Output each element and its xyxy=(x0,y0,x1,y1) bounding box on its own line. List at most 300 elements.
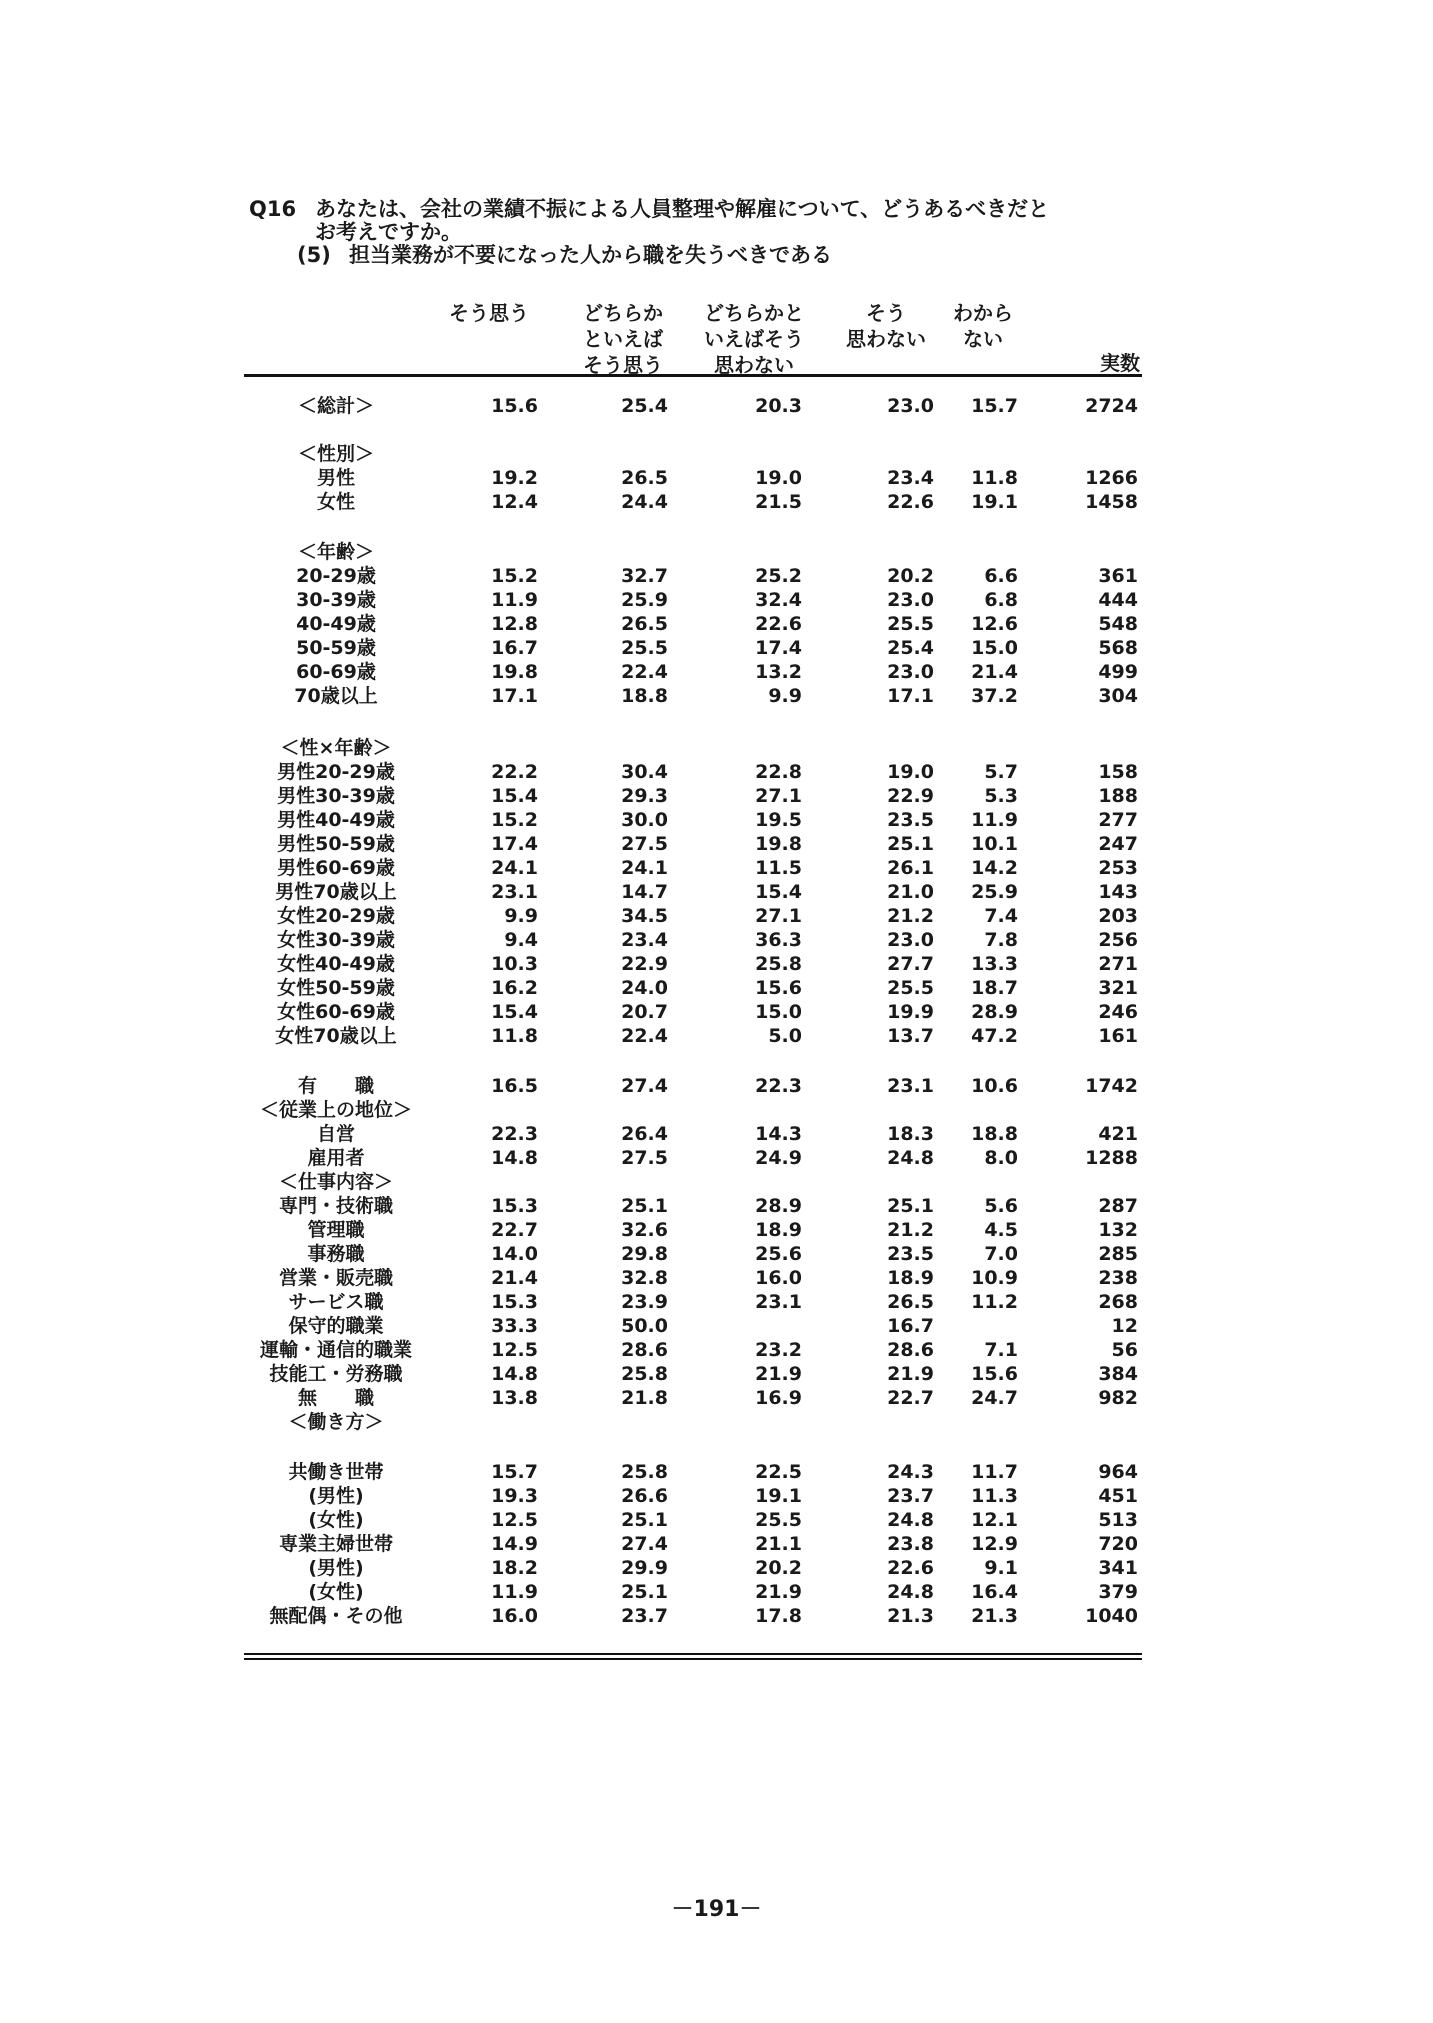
table-row xyxy=(0,1604,1433,1628)
cell-c2: 30.4 xyxy=(621,761,668,783)
cell-c3: 23.1 xyxy=(755,1291,802,1313)
cell-count: 384 xyxy=(1098,1363,1138,1385)
cell-c4: 21.3 xyxy=(887,1605,934,1627)
cell-c2: 23.7 xyxy=(621,1605,668,1627)
row-label: 運輸・通信的職業 xyxy=(259,1339,412,1361)
cell-c4: 23.4 xyxy=(887,467,934,489)
cell-c1: 17.1 xyxy=(491,685,538,707)
cell-c5: 15.6 xyxy=(971,1363,1018,1385)
cell-count: 287 xyxy=(1098,1195,1138,1217)
cell-count: 246 xyxy=(1098,1001,1138,1023)
row-label: 雇用者 xyxy=(307,1147,365,1169)
cell-c1: 16.5 xyxy=(491,1075,538,1097)
row-label: 男性20-29歳 xyxy=(277,761,395,783)
cell-c3: 23.2 xyxy=(755,1339,802,1361)
cell-c1: 14.8 xyxy=(491,1147,538,1169)
cell-c2: 27.5 xyxy=(621,833,668,855)
table-row xyxy=(0,880,1433,904)
cell-count: 285 xyxy=(1098,1243,1138,1265)
cell-c2: 27.4 xyxy=(621,1075,668,1097)
table-row xyxy=(0,1338,1433,1362)
cell-c2: 25.4 xyxy=(621,395,668,417)
row-label: 男性30-39歳 xyxy=(277,785,395,807)
table-row xyxy=(0,660,1433,684)
cell-count: 451 xyxy=(1098,1485,1138,1507)
table-row xyxy=(0,612,1433,636)
cell-c3: 20.2 xyxy=(755,1557,802,1579)
row-label: 女性20-29歳 xyxy=(277,905,395,927)
cell-c4: 22.6 xyxy=(887,1557,934,1579)
table-row xyxy=(0,1024,1433,1048)
cell-c1: 22.3 xyxy=(491,1123,538,1145)
cell-c2: 14.7 xyxy=(621,881,668,903)
row-label: 専業主婦世帯 xyxy=(278,1533,393,1555)
cell-c1: 13.8 xyxy=(491,1387,538,1409)
cell-c1: 15.2 xyxy=(491,809,538,831)
cell-c1: 14.9 xyxy=(491,1533,538,1555)
cell-c2: 23.9 xyxy=(621,1291,668,1313)
cell-c4: 24.3 xyxy=(887,1461,934,1483)
section-header-row xyxy=(0,1098,1433,1122)
cell-c5: 11.8 xyxy=(971,467,1018,489)
table-row xyxy=(0,1556,1433,1580)
cell-count: 361 xyxy=(1098,565,1138,587)
cell-c4: 18.9 xyxy=(887,1267,934,1289)
cell-c3: 21.9 xyxy=(755,1581,802,1603)
cell-c3: 22.5 xyxy=(755,1461,802,1483)
cell-c5: 6.8 xyxy=(984,589,1018,611)
cell-c1: 19.3 xyxy=(491,1485,538,1507)
column-header-disagree: そう 思わない xyxy=(846,301,926,351)
cell-c2: 34.5 xyxy=(621,905,668,927)
cell-c5: 10.9 xyxy=(971,1267,1018,1289)
cell-c2: 29.3 xyxy=(621,785,668,807)
cell-c5: 15.7 xyxy=(971,395,1018,417)
row-label: 男性 xyxy=(316,467,355,489)
cell-c5: 19.1 xyxy=(971,491,1018,513)
table-row xyxy=(0,1386,1433,1410)
cell-c3: 15.0 xyxy=(755,1001,802,1023)
cell-c5: 10.1 xyxy=(971,833,1018,855)
question-line1: あなたは、会社の業績不振による人員整理や解雇について、どうあるべきだと xyxy=(315,197,1050,221)
cell-c5: 16.4 xyxy=(971,1581,1018,1603)
cell-c3: 36.3 xyxy=(755,929,802,951)
cell-c4: 17.1 xyxy=(887,685,934,707)
cell-c5: 11.3 xyxy=(971,1485,1018,1507)
cell-c3: 5.0 xyxy=(768,1025,802,1047)
cell-count: 203 xyxy=(1098,905,1138,927)
cell-c5: 5.3 xyxy=(984,785,1018,807)
cell-count: 143 xyxy=(1098,881,1138,903)
row-label: 50-59歳 xyxy=(296,637,376,659)
cell-c4: 20.2 xyxy=(887,565,934,587)
cell-c4: 23.5 xyxy=(887,1243,934,1265)
cell-c4: 16.7 xyxy=(887,1315,934,1337)
cell-c2: 26.5 xyxy=(621,613,668,635)
cell-c3: 19.1 xyxy=(755,1485,802,1507)
cell-count: 444 xyxy=(1098,589,1138,611)
cell-count: 158 xyxy=(1098,761,1138,783)
row-label: 60-69歳 xyxy=(296,661,376,683)
cell-c2: 29.8 xyxy=(621,1243,668,1265)
cell-c3: 22.6 xyxy=(755,613,802,635)
cell-c3: 15.6 xyxy=(755,977,802,999)
cell-count: 253 xyxy=(1098,857,1138,879)
cell-count: 1288 xyxy=(1085,1147,1138,1169)
cell-c2: 25.5 xyxy=(621,637,668,659)
cell-c3: 27.1 xyxy=(755,905,802,927)
row-label: 女性 xyxy=(316,491,355,513)
cell-c4: 23.8 xyxy=(887,1533,934,1555)
row-label: 管理職 xyxy=(307,1219,365,1241)
cell-c5: 21.3 xyxy=(971,1605,1018,1627)
row-label: (女性) xyxy=(308,1509,364,1531)
table-row xyxy=(0,1146,1433,1170)
section-header-row xyxy=(0,1410,1433,1434)
cell-c4: 23.0 xyxy=(887,929,934,951)
cell-c2: 26.4 xyxy=(621,1123,668,1145)
cell-count: 12 xyxy=(1111,1315,1138,1337)
cell-c2: 21.8 xyxy=(621,1387,668,1409)
cell-c2: 25.9 xyxy=(621,589,668,611)
cell-c1: 18.2 xyxy=(491,1557,538,1579)
cell-c3: 22.8 xyxy=(755,761,802,783)
cell-c2: 26.6 xyxy=(621,1485,668,1507)
cell-c1: 12.8 xyxy=(491,613,538,635)
table-row xyxy=(0,976,1433,1000)
cell-c2: 25.1 xyxy=(621,1195,668,1217)
row-label: 女性50-59歳 xyxy=(277,977,395,999)
cell-c1: 17.4 xyxy=(491,833,538,855)
cell-count: 304 xyxy=(1098,685,1138,707)
cell-c4: 22.9 xyxy=(887,785,934,807)
cell-c3: 27.1 xyxy=(755,785,802,807)
table-row xyxy=(0,832,1433,856)
cell-c3: 19.8 xyxy=(755,833,802,855)
cell-count: 321 xyxy=(1098,977,1138,999)
cell-c5: 25.9 xyxy=(971,881,1018,903)
cell-c3: 19.5 xyxy=(755,809,802,831)
row-label: (男性) xyxy=(308,1557,364,1579)
table-row xyxy=(0,1218,1433,1242)
table-bottom-rule-double xyxy=(244,1658,1142,1660)
cell-c5: 7.4 xyxy=(984,905,1018,927)
sub-question-text: 担当業務が不要になった人から職を失うべきである xyxy=(349,243,832,267)
cell-c2: 30.0 xyxy=(621,809,668,831)
cell-c4: 28.6 xyxy=(887,1339,934,1361)
cell-count: 1742 xyxy=(1085,1075,1138,1097)
cell-c5: 5.7 xyxy=(984,761,1018,783)
cell-c3: 13.2 xyxy=(755,661,802,683)
cell-c1: 33.3 xyxy=(491,1315,538,1337)
cell-count: 238 xyxy=(1098,1267,1138,1289)
cell-c2: 29.9 xyxy=(621,1557,668,1579)
cell-c2: 23.4 xyxy=(621,929,668,951)
cell-c4: 23.7 xyxy=(887,1485,934,1507)
table-row xyxy=(0,1266,1433,1290)
cell-count: 132 xyxy=(1098,1219,1138,1241)
cell-c1: 15.7 xyxy=(491,1461,538,1483)
cell-c1: 9.9 xyxy=(504,905,538,927)
section-label: ＜従業上の地位＞ xyxy=(259,1099,412,1121)
cell-c2: 27.5 xyxy=(621,1147,668,1169)
row-label: (女性) xyxy=(308,1581,364,1603)
row-label: 男性60-69歳 xyxy=(277,857,395,879)
cell-count: 341 xyxy=(1098,1557,1138,1579)
table-row xyxy=(0,784,1433,808)
cell-c5: 5.6 xyxy=(984,1195,1018,1217)
row-label: 女性60-69歳 xyxy=(277,1001,395,1023)
table-row xyxy=(0,1290,1433,1314)
cell-c5: 12.1 xyxy=(971,1509,1018,1531)
cell-c4: 25.1 xyxy=(887,833,934,855)
cell-count: 1458 xyxy=(1085,491,1138,513)
row-label: 20-29歳 xyxy=(296,565,376,587)
cell-c2: 25.1 xyxy=(621,1581,668,1603)
cell-c4: 19.9 xyxy=(887,1001,934,1023)
cell-count: 1040 xyxy=(1085,1605,1138,1627)
table-row xyxy=(0,490,1433,514)
cell-c3: 25.5 xyxy=(755,1509,802,1531)
row-label: 男性70歳以上 xyxy=(275,881,397,903)
cell-c3: 21.5 xyxy=(755,491,802,513)
cell-c2: 25.8 xyxy=(621,1461,668,1483)
cell-c1: 22.2 xyxy=(491,761,538,783)
cell-c3: 19.0 xyxy=(755,467,802,489)
cell-c3: 20.3 xyxy=(755,395,802,417)
cell-c4: 25.5 xyxy=(887,613,934,635)
cell-count: 268 xyxy=(1098,1291,1138,1313)
cell-c4: 21.9 xyxy=(887,1363,934,1385)
cell-c1: 16.2 xyxy=(491,977,538,999)
cell-c4: 21.0 xyxy=(887,881,934,903)
cell-c1: 22.7 xyxy=(491,1219,538,1241)
cell-c1: 12.4 xyxy=(491,491,538,513)
cell-c3: 22.3 xyxy=(755,1075,802,1097)
cell-count: 256 xyxy=(1098,929,1138,951)
cell-count: 499 xyxy=(1098,661,1138,683)
cell-c1: 19.2 xyxy=(491,467,538,489)
cell-c5: 21.4 xyxy=(971,661,1018,683)
row-label: 女性40-49歳 xyxy=(277,953,395,975)
table-row xyxy=(0,760,1433,784)
row-label: 男性40-49歳 xyxy=(277,809,395,831)
cell-c1: 9.4 xyxy=(504,929,538,951)
cell-c4: 18.3 xyxy=(887,1123,934,1145)
cell-c5: 47.2 xyxy=(971,1025,1018,1047)
cell-c5: 37.2 xyxy=(971,685,1018,707)
cell-c5: 7.0 xyxy=(984,1243,1018,1265)
cell-c5: 6.6 xyxy=(984,565,1018,587)
cell-c3: 25.2 xyxy=(755,565,802,587)
cell-c1: 15.2 xyxy=(491,565,538,587)
cell-c1: 21.4 xyxy=(491,1267,538,1289)
row-label: 女性70歳以上 xyxy=(275,1025,397,1047)
cell-c1: 14.0 xyxy=(491,1243,538,1265)
table-row xyxy=(0,394,1433,418)
row-label: 有 職 xyxy=(297,1075,374,1097)
row-label: 営業・販売職 xyxy=(278,1267,393,1289)
table-row xyxy=(0,1362,1433,1386)
cell-c3: 16.9 xyxy=(755,1387,802,1409)
cell-c3: 28.9 xyxy=(755,1195,802,1217)
cell-c2: 27.4 xyxy=(621,1533,668,1555)
cell-c3: 11.5 xyxy=(755,857,802,879)
cell-c2: 32.6 xyxy=(621,1219,668,1241)
cell-count: 421 xyxy=(1098,1123,1138,1145)
cell-count: 2724 xyxy=(1085,395,1138,417)
cell-count: 188 xyxy=(1098,785,1138,807)
cell-c5: 24.7 xyxy=(971,1387,1018,1409)
cell-c1: 16.7 xyxy=(491,637,538,659)
table-row xyxy=(0,1074,1433,1098)
row-label: ＜総計＞ xyxy=(297,395,374,417)
cell-c4: 26.5 xyxy=(887,1291,934,1313)
cell-c3: 17.4 xyxy=(755,637,802,659)
table-row xyxy=(0,856,1433,880)
row-label: 自営 xyxy=(316,1123,355,1145)
column-header-count: 実数 xyxy=(1100,351,1140,375)
cell-c3: 21.1 xyxy=(755,1533,802,1555)
table-row xyxy=(0,588,1433,612)
cell-c4: 23.0 xyxy=(887,589,934,611)
cell-count: 247 xyxy=(1098,833,1138,855)
cell-c1: 12.5 xyxy=(491,1339,538,1361)
cell-c3: 32.4 xyxy=(755,589,802,611)
cell-c5: 11.9 xyxy=(971,809,1018,831)
cell-count: 271 xyxy=(1098,953,1138,975)
cell-c3: 24.9 xyxy=(755,1147,802,1169)
cell-c2: 22.9 xyxy=(621,953,668,975)
cell-count: 379 xyxy=(1098,1581,1138,1603)
section-header-row xyxy=(0,736,1433,760)
cell-c4: 21.2 xyxy=(887,905,934,927)
cell-c1: 14.8 xyxy=(491,1363,538,1385)
section-label: ＜年齢＞ xyxy=(297,541,374,563)
section-label: ＜働き方＞ xyxy=(288,1411,384,1433)
table-row xyxy=(0,1122,1433,1146)
row-label: 共働き世帯 xyxy=(288,1461,384,1483)
cell-c5: 9.1 xyxy=(984,1557,1018,1579)
cell-count: 982 xyxy=(1098,1387,1138,1409)
cell-c1: 19.8 xyxy=(491,661,538,683)
row-label: 無 職 xyxy=(297,1387,374,1409)
column-header-somewhat-disagree: どちらかと いえばそう 思わない xyxy=(704,301,804,377)
sub-question-number: (5) xyxy=(297,243,331,267)
table-row xyxy=(0,1314,1433,1338)
row-label: 事務職 xyxy=(307,1243,365,1265)
cell-count: 513 xyxy=(1098,1509,1138,1531)
cell-c4: 25.1 xyxy=(887,1195,934,1217)
cell-c3: 9.9 xyxy=(768,685,802,707)
question-number: Q16 xyxy=(249,197,297,221)
cell-count: 1266 xyxy=(1085,467,1138,489)
cell-c5: 13.3 xyxy=(971,953,1018,975)
cell-c2: 24.0 xyxy=(621,977,668,999)
cell-c3: 15.4 xyxy=(755,881,802,903)
cell-c1: 15.3 xyxy=(491,1291,538,1313)
cell-c3: 14.3 xyxy=(755,1123,802,1145)
section-label: ＜性×年齢＞ xyxy=(280,737,392,759)
table-bottom-rule xyxy=(244,1653,1142,1655)
table-row xyxy=(0,684,1433,708)
cell-c2: 25.1 xyxy=(621,1509,668,1531)
cell-c2: 26.5 xyxy=(621,467,668,489)
cell-c5: 8.0 xyxy=(984,1147,1018,1169)
cell-c1: 15.6 xyxy=(491,395,538,417)
row-label: 無配偶・その他 xyxy=(269,1605,403,1627)
row-label: 男性50-59歳 xyxy=(277,833,395,855)
cell-c5: 11.2 xyxy=(971,1291,1018,1313)
cell-c5: 12.9 xyxy=(971,1533,1018,1555)
section-header-row xyxy=(0,442,1433,466)
cell-c2: 32.8 xyxy=(621,1267,668,1289)
cell-c1: 12.5 xyxy=(491,1509,538,1531)
table-row xyxy=(0,1000,1433,1024)
cell-c3: 21.9 xyxy=(755,1363,802,1385)
column-header-dont-know: わから ない xyxy=(953,301,1013,351)
cell-c3: 25.6 xyxy=(755,1243,802,1265)
row-label: サービス職 xyxy=(288,1291,384,1313)
cell-c1: 24.1 xyxy=(491,857,538,879)
cell-c4: 26.1 xyxy=(887,857,934,879)
cell-c2: 24.4 xyxy=(621,491,668,513)
table-row xyxy=(0,928,1433,952)
cell-c5: 11.7 xyxy=(971,1461,1018,1483)
cell-c3: 18.9 xyxy=(755,1219,802,1241)
table-row xyxy=(0,1242,1433,1266)
cell-c4: 23.1 xyxy=(887,1075,934,1097)
cell-c5: 14.2 xyxy=(971,857,1018,879)
cell-c4: 24.8 xyxy=(887,1147,934,1169)
cell-c1: 11.9 xyxy=(491,1581,538,1603)
cell-c1: 15.4 xyxy=(491,785,538,807)
cell-c4: 19.0 xyxy=(887,761,934,783)
table-row xyxy=(0,952,1433,976)
cell-c4: 27.7 xyxy=(887,953,934,975)
cell-c4: 25.4 xyxy=(887,637,934,659)
row-label: 技能工・労務職 xyxy=(269,1363,403,1385)
table-row xyxy=(0,904,1433,928)
cell-c2: 28.6 xyxy=(621,1339,668,1361)
cell-count: 277 xyxy=(1098,809,1138,831)
cell-c5: 7.8 xyxy=(984,929,1018,951)
row-label: 40-49歳 xyxy=(296,613,376,635)
cell-c1: 15.3 xyxy=(491,1195,538,1217)
cell-c5: 28.9 xyxy=(971,1001,1018,1023)
cell-c4: 22.6 xyxy=(887,491,934,513)
cell-c4: 22.7 xyxy=(887,1387,934,1409)
cell-c1: 23.1 xyxy=(491,881,538,903)
cell-c4: 23.0 xyxy=(887,395,934,417)
table-row xyxy=(0,636,1433,660)
cell-count: 548 xyxy=(1098,613,1138,635)
cell-c4: 24.8 xyxy=(887,1581,934,1603)
cell-count: 56 xyxy=(1111,1339,1138,1361)
cell-c2: 18.8 xyxy=(621,685,668,707)
table-row xyxy=(0,1484,1433,1508)
row-label: 保守的職業 xyxy=(288,1315,384,1337)
question-line2: お考えですか。 xyxy=(315,220,462,244)
cell-c1: 11.8 xyxy=(491,1025,538,1047)
cell-c4: 21.2 xyxy=(887,1219,934,1241)
table-row xyxy=(0,466,1433,490)
table-row xyxy=(0,1508,1433,1532)
cell-c5: 12.6 xyxy=(971,613,1018,635)
cell-c1: 11.9 xyxy=(491,589,538,611)
table-row xyxy=(0,1460,1433,1484)
cell-c4: 13.7 xyxy=(887,1025,934,1047)
